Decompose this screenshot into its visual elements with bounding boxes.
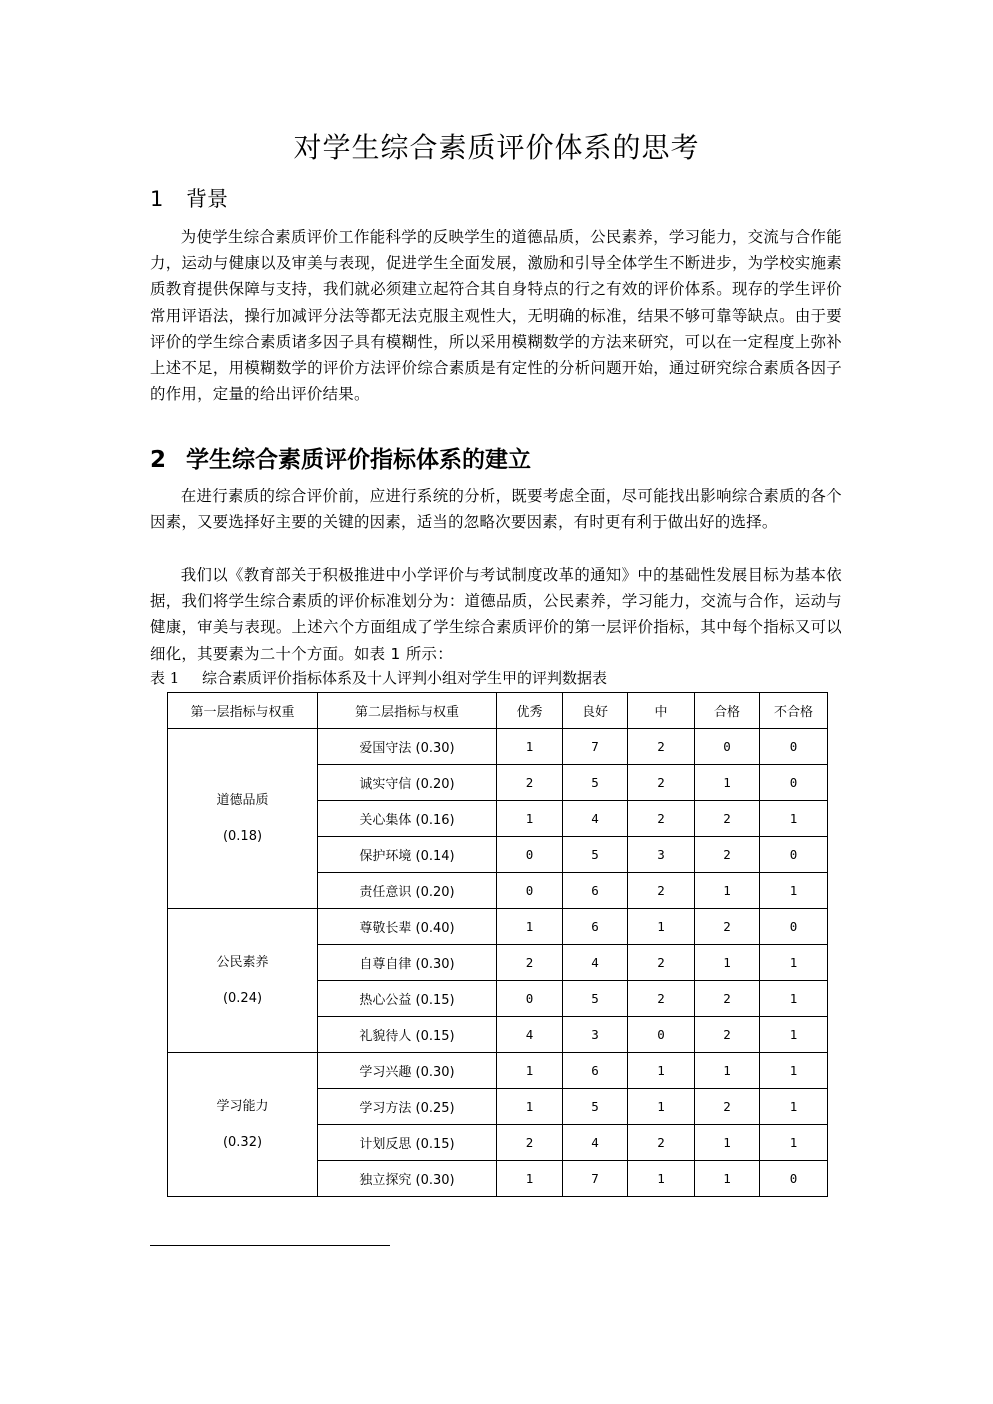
rating-count-cell: 1 <box>760 1017 828 1053</box>
rating-count-cell: 1 <box>628 909 695 945</box>
rating-count-cell: 1 <box>760 945 828 981</box>
rating-count-cell: 1 <box>497 1053 563 1089</box>
paragraph-standards: 我们以《教育部关于积极推进中小学评价与考试制度改革的通知》中的基础性发展目标为基本依据，我们将学生综合素质的评价标准划分为：道德品质，公民素养，学习能力，交流与合作，运动与健康，审美与表现。上述六个方面组成了学生综合素质评价的第一层评价指标，其中每个指标又可以细化，其要素为二十个方面。如表 1 所示： <box>150 566 842 663</box>
rating-count-cell: 4 <box>563 801 628 837</box>
section-number: 1 <box>150 187 164 211</box>
section-title: 背景 <box>186 187 228 211</box>
rating-count-cell: 1 <box>695 1161 760 1197</box>
rating-count-cell: 2 <box>628 981 695 1017</box>
rating-count-cell: 2 <box>695 837 760 873</box>
rating-count-cell: 2 <box>628 945 695 981</box>
rating-count-cell: 7 <box>563 1161 628 1197</box>
rating-count-cell: 0 <box>760 765 828 801</box>
rating-count-cell: 0 <box>760 729 828 765</box>
rating-count-cell: 6 <box>563 873 628 909</box>
header-cell: 良好 <box>563 693 628 729</box>
rating-count-cell: 1 <box>497 1161 563 1197</box>
table-row <box>168 729 828 765</box>
paragraph-background: 为使学生综合素质评价工作能科学的反映学生的道德品质，公民素养，学习能力，交流与合作能力，运动与健康以及审美与表现，促进学生全面发展，激励和引导全体学生不断进步，为学校实施素质教育提供保障与支持，我们就必须建立起符合其自身特点的行之有效的评价体系。现存的学生评价常用评语法，操行加减评分法等都无法克服主观性大，无明确的标准，结果不够可靠等缺点。由于要评价的学生综合素质诸多因子具有模糊性，所以采用模糊数学的方法来研究，可以在一定程度上弥补上述不足，用模糊数学的评价方法评价综合素质是有定性的分析问题开始，通过研究综合素质各因子的作用，定量的给出评价结果。 <box>150 228 842 404</box>
rating-count-cell: 4 <box>563 1125 628 1161</box>
second-level-indicator: 自尊自律 (0.30) <box>318 945 497 981</box>
rating-count-cell: 2 <box>695 1017 760 1053</box>
rating-count-cell: 2 <box>695 1089 760 1125</box>
rating-count-cell: 2 <box>695 909 760 945</box>
rating-count-cell: 7 <box>563 729 628 765</box>
rating-count-cell: 0 <box>628 1017 695 1053</box>
second-level-indicator: 责任意识 (0.20) <box>318 873 497 909</box>
rating-count-cell: 1 <box>760 1053 828 1089</box>
rating-count-cell: 5 <box>563 765 628 801</box>
rating-count-cell: 3 <box>563 1017 628 1053</box>
rating-count-cell: 2 <box>628 873 695 909</box>
header-cell: 优秀 <box>497 693 563 729</box>
table-row <box>168 909 828 945</box>
rating-count-cell: 0 <box>760 837 828 873</box>
header-cell: 第一层指标与权重 <box>168 693 318 729</box>
rating-count-cell: 4 <box>563 945 628 981</box>
section-2-heading <box>150 443 531 477</box>
rating-count-cell: 2 <box>628 1125 695 1161</box>
rating-count-cell: 1 <box>628 1089 695 1125</box>
table-caption <box>150 666 607 690</box>
rating-count-cell: 0 <box>760 909 828 945</box>
second-level-indicator: 诚实守信 (0.20) <box>318 765 497 801</box>
rating-count-cell: 2 <box>695 981 760 1017</box>
second-level-indicator: 爱国守法 (0.30) <box>318 729 497 765</box>
rating-count-cell: 0 <box>695 729 760 765</box>
header-cell: 第二层指标与权重 <box>318 693 497 729</box>
second-level-indicator: 学习兴趣 (0.30) <box>318 1053 497 1089</box>
rating-count-cell: 2 <box>497 1125 563 1161</box>
second-level-indicator: 尊敬长辈 (0.40) <box>318 909 497 945</box>
paragraph-analysis: 在进行素质的综合评价前，应进行系统的分析，既要考虑全面，尽可能找出影响综合素质的各个因素，又要选择好主要的关键的因素，适当的忽略次要因素，有时更有利于做出好的选择。 <box>150 487 842 532</box>
footnote-divider <box>150 1245 390 1246</box>
rating-count-cell: 1 <box>760 1089 828 1125</box>
rating-count-cell: 2 <box>497 945 563 981</box>
second-level-indicator: 学习方法 (0.25) <box>318 1089 497 1125</box>
second-level-indicator: 关心集体 (0.16) <box>318 801 497 837</box>
indicator-weight: (0.24) <box>222 990 263 1006</box>
header-cell: 不合格 <box>760 693 828 729</box>
rating-count-cell: 5 <box>563 1089 628 1125</box>
rating-count-cell: 4 <box>497 1017 563 1053</box>
rating-count-cell: 5 <box>563 837 628 873</box>
rating-count-cell: 2 <box>628 729 695 765</box>
rating-count-cell: 1 <box>760 801 828 837</box>
first-level-indicator <box>168 1053 318 1197</box>
indicator-name: 公民素养 <box>216 954 269 970</box>
rating-count-cell: 2 <box>497 765 563 801</box>
rating-count-cell: 1 <box>695 1125 760 1161</box>
first-level-indicator <box>168 909 318 1053</box>
header-cell: 中 <box>628 693 695 729</box>
rating-count-cell: 6 <box>563 909 628 945</box>
second-level-indicator: 保护环境 (0.14) <box>318 837 497 873</box>
rating-count-cell: 6 <box>563 1053 628 1089</box>
rating-count-cell: 1 <box>628 1053 695 1089</box>
indicator-name: 学习能力 <box>216 1098 269 1114</box>
indicator-weight: (0.18) <box>222 828 263 844</box>
rating-count-cell: 1 <box>695 945 760 981</box>
rating-count-cell: 1 <box>760 1125 828 1161</box>
rating-count-cell: 1 <box>760 981 828 1017</box>
rating-count-cell: 1 <box>497 909 563 945</box>
rating-count-cell: 0 <box>760 1161 828 1197</box>
second-level-indicator: 礼貌待人 (0.15) <box>318 1017 497 1053</box>
section-title: 学生综合素质评价指标体系的建立 <box>186 447 531 473</box>
rating-count-cell: 0 <box>497 873 563 909</box>
rating-count-cell: 3 <box>628 837 695 873</box>
rating-count-cell: 1 <box>695 765 760 801</box>
rating-count-cell: 1 <box>628 1161 695 1197</box>
section-1-heading <box>150 183 228 215</box>
first-level-indicator <box>168 729 318 909</box>
rating-count-cell: 1 <box>497 801 563 837</box>
evaluation-table <box>167 692 828 1197</box>
rating-count-cell: 1 <box>695 873 760 909</box>
table-caption-text: 综合素质评价指标体系及十人评判小组对学生甲的评判数据表 <box>202 669 608 687</box>
rating-count-cell: 1 <box>695 1053 760 1089</box>
indicator-name: 道德品质 <box>216 792 269 808</box>
table-header-row <box>168 693 828 729</box>
table-row <box>168 1053 828 1089</box>
rating-count-cell: 1 <box>760 873 828 909</box>
indicator-weight: (0.32) <box>222 1134 263 1150</box>
section-number: 2 <box>150 447 167 473</box>
header-cell: 合格 <box>695 693 760 729</box>
rating-count-cell: 1 <box>497 729 563 765</box>
rating-count-cell: 2 <box>628 801 695 837</box>
page-title: 对学生综合素质评价体系的思考 <box>293 131 700 164</box>
rating-count-cell: 0 <box>497 981 563 1017</box>
table-caption-label: 表 1 <box>150 669 180 687</box>
rating-count-cell: 5 <box>563 981 628 1017</box>
second-level-indicator: 计划反思 (0.15) <box>318 1125 497 1161</box>
rating-count-cell: 2 <box>628 765 695 801</box>
rating-count-cell: 0 <box>497 837 563 873</box>
second-level-indicator: 独立探究 (0.30) <box>318 1161 497 1197</box>
second-level-indicator: 热心公益 (0.15) <box>318 981 497 1017</box>
rating-count-cell: 1 <box>497 1089 563 1125</box>
rating-count-cell: 2 <box>695 801 760 837</box>
